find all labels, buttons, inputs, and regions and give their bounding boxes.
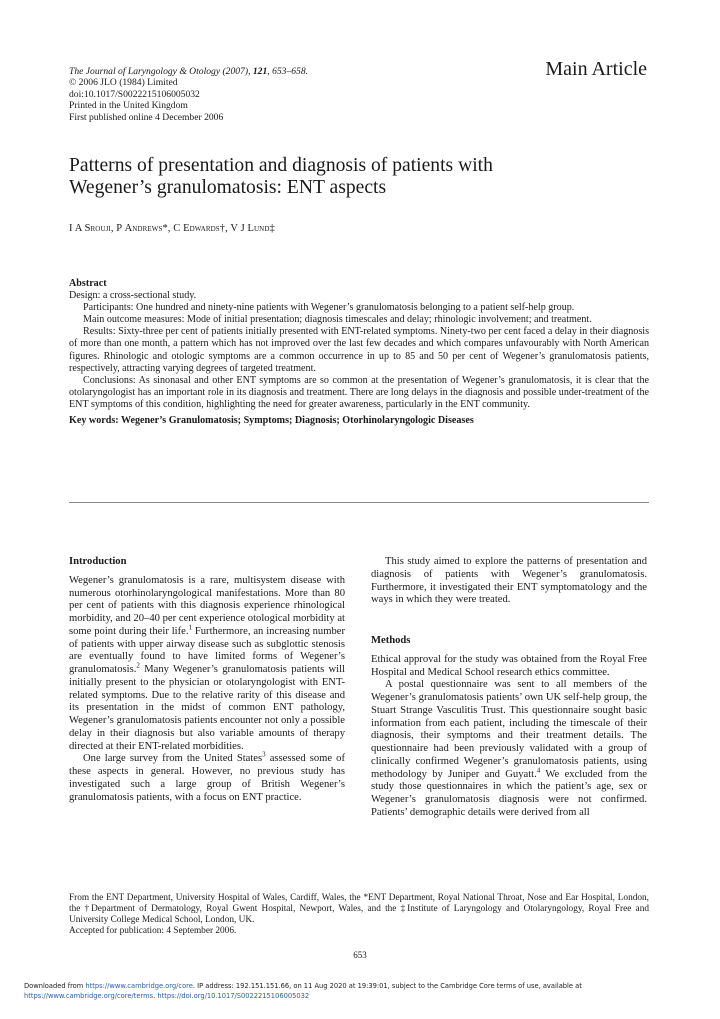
cambridge-core-link[interactable]: https://www.cambridge.org/core — [85, 982, 193, 990]
journal-citation — [69, 66, 509, 77]
affiliations-text: From the ENT Department, University Hospital of Wales, Cardiff, Wales, the *ENT Department, Royal National Throat, Nose and Ear Hospital, London, the †Department of Dermatology, Royal Gwent Hospital, Newport, Wales, and the ‡Institute of Laryngology and Otolaryngology, Royal Free and University College Medical School, London, UK. — [69, 893, 649, 926]
body-column-right — [371, 556, 647, 820]
journal-header — [69, 66, 509, 123]
author-surname: Srouji — [84, 223, 111, 234]
affiliation-footnote — [69, 893, 649, 937]
page-number: 653 — [353, 950, 367, 960]
intro-text: Many Wegener’s granulomatosis patients will initially present to the physician or otolaryngologist with ENT-related symptoms. Due to the relative rarity of this disease and its presentation in the midst of common ENT pathology, Wegener’s granulomatosis patients encounter not only a possible delay in their diagnosis but also variable amounts of therapy directed at their ENT-related morbidities. — [69, 664, 345, 752]
doi-line: doi:10.1017/S0022215106005032 — [69, 88, 200, 100]
introduction-heading: Introduction — [69, 556, 127, 567]
aim-paragraph: This study aimed to explore the patterns of presentation and diagnosis of patients with Wegener’s granulomatosis. Furthermore, it investigated their ENT symptomatology and the ways in which they were treated. — [371, 556, 647, 606]
download-text: Downloaded from — [24, 982, 86, 990]
spacer — [371, 607, 647, 621]
journal-name: The Journal of Laryngology & Otology (2007), — [69, 66, 251, 77]
abstract-section — [69, 278, 649, 427]
abstract-results: Results: Sixty-three per cent of patients initially presented with ENT-related symptoms. Ninety-two per cent faced a delay in their diagnosis of more than one month, a pattern which has not improved over the last few decades and which compares unfavourably with North American figures. Rhinologic and otologic symptoms are a common occurrence in up to 85 and 50 per cent of Wegener’s granulomatosis patients, respectively, attracting varying degrees of targeted treatment. — [69, 326, 649, 374]
download-text: . — [153, 991, 158, 1000]
abstract-heading: Abstract — [69, 278, 107, 289]
doi-link[interactable]: https://doi.org/10.1017/S0022215106005032 — [157, 991, 310, 1000]
spacer — [371, 621, 647, 635]
methods-paragraph: Ethical approval for the study was obtained from the Royal Free Hospital and Medical School research ethics committee. — [371, 653, 647, 678]
methods-text: We excluded from the study those questionnaires in which the patient’s age, sex or Wegener’s granulomatosis diagnosis were not confirmed. Patients’ demographic details were derived from all — [371, 768, 647, 818]
citation-ref[interactable]: 3 — [262, 750, 266, 759]
intro-text: assessed some of these aspects in general. However, no previous study has investigated such a large group of British Wegener’s granulomatosis patients, with a focus on ENT practice. — [69, 753, 345, 803]
printed-line: Printed in the United Kingdom — [69, 100, 188, 112]
affiliation-mark: † — [219, 223, 226, 234]
intro-paragraph — [69, 575, 345, 754]
intro-text: Wegener’s granulomatosis is a rare, multisystem disease with numerous otorhinolaryngological manifestations. More than 80 per cent of patients with this diagnosis experience rhinological morbidity, and 20–40 per cent experience otological morbidity at some point during their life. — [69, 574, 345, 637]
citation-ref[interactable]: 4 — [536, 765, 541, 774]
article-title — [69, 155, 649, 199]
author-list — [69, 223, 275, 234]
keywords: Key words: Wegener’s Granulomatosis; Symptoms; Diagnosis; Otorhinolaryngologic Diseases — [69, 415, 474, 427]
body-column-left — [69, 556, 345, 804]
intro-text: One large survey from the United States — [83, 753, 263, 765]
methods-text: A postal questionnaire was sent to all members of the Wegener’s granulomatosis patients’ own UK self-help group, the Stuart Strange Vasculitis Trust. This questionnaire sought basic information from each patient, including the timescale of their diagnosis, their symptoms and their treatment details. The questionnaire had been previously validated with a group of clinically confirmed Wegener’s granulomatosis patients, using methodology by Juniper and Guyatt. — [371, 679, 647, 780]
author-separator: , V J — [225, 223, 248, 234]
download-text: . IP address: 192.151.151.66, on 11 Aug 2020 at 19:39:01, subject to the Cambridge Core terms of use, available at — [192, 982, 582, 990]
methods-heading: Methods — [371, 635, 411, 646]
author-surname: Lund — [247, 223, 270, 234]
intro-text: Furthermore, an increasing number of patients with upper airway disease such as subglottic stenosis are eventually found to have limited forms of Wegener’s granulomatosis. — [69, 625, 345, 675]
abstract-design: Design: a cross-sectional study. — [69, 290, 197, 302]
author-separator: , C — [167, 223, 184, 234]
download-notice — [24, 982, 704, 1001]
abstract-participants: Participants: One hundred and ninety-nine patients with Wegener’s granulomatosis belonging to a patient self-help group. — [83, 302, 575, 314]
accepted-date: Accepted for publication: 4 September 2006. — [69, 926, 237, 937]
author-initials: I A — [69, 223, 85, 234]
title-line-2: Wegener’s granulomatosis: ENT aspects — [69, 177, 387, 198]
author-surname: Edwards — [183, 223, 220, 234]
title-line-1: Patterns of presentation and diagnosis of patients with — [69, 155, 493, 176]
author-separator: , P — [110, 223, 125, 234]
citation-ref[interactable]: 1 — [188, 623, 192, 632]
intro-paragraph — [69, 750, 345, 804]
methods-paragraph — [371, 679, 647, 819]
abstract-outcomes: Main outcome measures: Mode of initial presentation; diagnosis timescales and delay; rhinologic involvement; and treatment. — [83, 314, 592, 326]
published-line: First published online 4 December 2006 — [69, 111, 224, 123]
terms-link[interactable]: https://www.cambridge.org/core/terms — [24, 991, 154, 1000]
journal-pages: , 653–658. — [267, 66, 309, 77]
section-divider — [69, 502, 649, 503]
citation-ref[interactable]: 2 — [136, 661, 140, 670]
journal-volume: 121 — [252, 66, 268, 77]
copyright-line: © 2006 JLO (1984) Limited — [69, 77, 178, 89]
article-type-label: Main Article — [545, 58, 647, 80]
affiliation-mark: * — [162, 223, 168, 234]
affiliation-mark: ‡ — [269, 223, 275, 234]
abstract-conclusions: Conclusions: As sinonasal and other ENT symptoms are so common at the presentation of Wegener’s granulomatosis, it is clear that the otolaryngologist has an important role in its diagnosis and treatment. There are long delays in the diagnosis and possible under-treatment of the ENT symptoms of this condition, highlighting the need for greater awareness, particularly in the ENT community. — [69, 374, 649, 410]
author-surname: Andrews — [124, 223, 163, 234]
